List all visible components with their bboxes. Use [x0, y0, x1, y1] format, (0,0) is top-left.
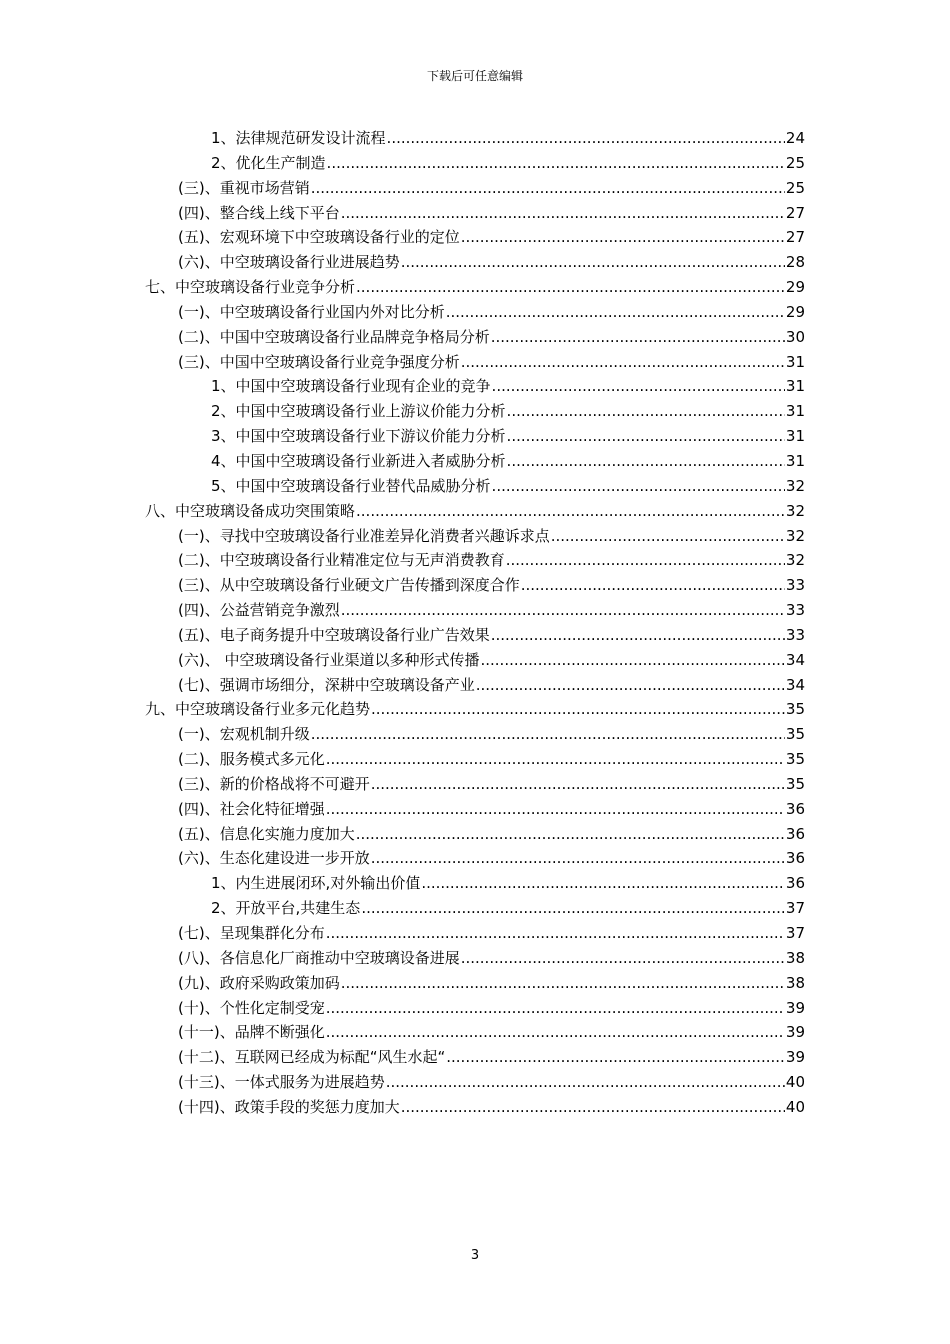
- toc-entry-page: 36: [785, 799, 805, 818]
- toc-entry[interactable]: [145, 598, 805, 623]
- toc-entry-label: (七)、呈现集群化分布: [178, 924, 325, 942]
- toc-entry-label: (十四)、政策手段的奖惩力度加大: [178, 1097, 400, 1116]
- toc-entry-label: (十三)、一体式服务为进展趋势: [178, 1073, 385, 1092]
- toc-entry-page: 33: [785, 601, 805, 620]
- toc-entry-label: (三)、重视市场营销: [178, 178, 310, 197]
- toc-entry[interactable]: [145, 1045, 805, 1070]
- toc-entry-page: 31: [785, 377, 805, 396]
- toc-dot-leader: [341, 201, 785, 225]
- table-of-contents: [145, 126, 805, 1120]
- toc-dot-leader: [507, 424, 785, 448]
- toc-entry[interactable]: [145, 225, 805, 250]
- toc-entry-label: (二)、服务模式多元化: [178, 750, 325, 769]
- toc-entry-label: (六)、生态化建设进一步开放: [178, 849, 370, 868]
- toc-entry[interactable]: [145, 697, 805, 722]
- toc-entry[interactable]: [145, 399, 805, 424]
- toc-entry[interactable]: [145, 722, 805, 747]
- toc-entry[interactable]: [145, 1020, 805, 1045]
- toc-entry-page: 35: [785, 700, 805, 719]
- toc-entry[interactable]: [145, 797, 805, 822]
- toc-entry[interactable]: [145, 275, 805, 300]
- toc-dot-leader: [356, 822, 785, 846]
- toc-dot-leader: [341, 971, 785, 995]
- toc-entry-page: 30: [785, 327, 805, 346]
- toc-dot-leader: [311, 176, 785, 200]
- toc-dot-leader: [361, 896, 785, 920]
- toc-dot-leader: [491, 325, 785, 349]
- toc-entry-page: 39: [785, 998, 805, 1017]
- toc-entry-page: 37: [785, 899, 805, 918]
- toc-dot-leader: [341, 598, 785, 622]
- toc-entry[interactable]: [145, 996, 805, 1021]
- toc-entry-page: 40: [785, 1073, 805, 1092]
- toc-entry-page: 31: [785, 352, 805, 371]
- toc-entry-label: (三)、中国中空玻璃设备行业竞争强度分析: [178, 352, 460, 371]
- toc-entry-page: 34: [785, 675, 805, 694]
- toc-entry-label: (五)、宏观环境下中空玻璃设备行业的定位: [178, 228, 460, 247]
- toc-dot-leader: [480, 648, 784, 672]
- toc-entry-page: 32: [785, 476, 805, 495]
- toc-entry-page: 36: [785, 849, 805, 868]
- toc-entry[interactable]: [145, 176, 805, 201]
- toc-entry-page: 31: [785, 451, 805, 470]
- toc-entry[interactable]: [145, 424, 805, 449]
- toc-dot-leader: [492, 474, 785, 498]
- toc-entry-page: 27: [785, 203, 805, 222]
- toc-entry-page: 31: [785, 402, 805, 421]
- toc-dot-leader: [326, 1020, 785, 1044]
- toc-dot-leader: [371, 772, 785, 796]
- toc-entry-page: 27: [785, 228, 805, 247]
- toc-entry[interactable]: [145, 374, 805, 399]
- toc-dot-leader: [507, 449, 785, 473]
- toc-dot-leader: [386, 1070, 785, 1094]
- toc-entry-label: (七)、强调市场细分，深耕中空玻璃设备产业: [178, 675, 475, 694]
- toc-entry-page: 39: [785, 1048, 805, 1067]
- toc-entry-label: (六)、中空玻璃设备行业进展趋势: [178, 253, 400, 272]
- toc-dot-leader: [551, 524, 785, 548]
- toc-entry-label: (一)、寻找中空玻璃设备行业准差异化消费者兴趣诉求点: [178, 526, 550, 545]
- toc-entry-label: 七、中空玻璃设备行业竞争分析: [145, 278, 356, 297]
- toc-entry-label: (一)、宏观机制升级: [178, 725, 310, 744]
- toc-entry-page: 35: [785, 750, 805, 769]
- toc-entry[interactable]: [145, 1070, 805, 1095]
- toc-dot-leader: [401, 1095, 785, 1119]
- toc-entry-label: 2、优化生产制造: [211, 153, 326, 172]
- toc-entry[interactable]: [145, 524, 805, 549]
- toc-dot-leader: [476, 673, 785, 697]
- toc-dot-leader: [356, 275, 785, 299]
- toc-entry-label: (四)、整合线上线下平台: [178, 203, 340, 222]
- toc-dot-leader: [326, 797, 785, 821]
- toc-entry-label: 4、中国中空玻璃设备行业新进入者威胁分析: [211, 451, 506, 470]
- toc-entry-label: 九、中空玻璃设备行业多元化趋势: [145, 700, 371, 719]
- toc-entry-page: 36: [785, 874, 805, 893]
- toc-dot-leader: [491, 623, 785, 647]
- toc-entry[interactable]: [145, 772, 805, 797]
- toc-dot-leader: [326, 921, 785, 945]
- toc-entry[interactable]: [145, 325, 805, 350]
- toc-entry-page: 25: [785, 178, 805, 197]
- toc-entry[interactable]: [145, 871, 805, 896]
- toc-dot-leader: [311, 722, 785, 746]
- toc-entry-label: (二)、中空玻璃设备行业精准定位与无声消费教育: [178, 551, 505, 570]
- toc-entry-label: (十二)、互联网已经成为标配“风生水起“: [178, 1048, 446, 1067]
- toc-entry-page: 35: [785, 774, 805, 793]
- toc-entry[interactable]: [145, 126, 805, 151]
- toc-entry[interactable]: [145, 300, 805, 325]
- toc-entry[interactable]: [145, 201, 805, 226]
- toc-dot-leader: [446, 1045, 785, 1069]
- toc-entry-page: 40: [785, 1097, 805, 1116]
- toc-dot-leader: [371, 697, 785, 721]
- toc-entry-label: 1、内生进展闭环,对外输出价值: [211, 874, 421, 893]
- toc-entry-page: 38: [785, 973, 805, 992]
- toc-dot-leader: [326, 996, 785, 1020]
- toc-entry[interactable]: [145, 151, 805, 176]
- toc-entry-label: (四)、社会化特征增强: [178, 799, 325, 818]
- toc-dot-leader: [461, 946, 785, 970]
- toc-entry[interactable]: [145, 350, 805, 375]
- toc-entry-page: 31: [785, 427, 805, 446]
- toc-entry[interactable]: [145, 822, 805, 847]
- toc-entry[interactable]: [145, 573, 805, 598]
- toc-entry-label: (十一)、品牌不断强化: [178, 1023, 325, 1042]
- toc-entry-label: (九)、政府采购政策加码: [178, 973, 340, 992]
- toc-entry-page: 28: [785, 253, 805, 272]
- toc-entry-label: (十)、个性化定制受宠: [178, 998, 325, 1017]
- toc-entry-label: (三)、新的价格战将不可避开: [178, 774, 370, 793]
- toc-entry-label: (一)、中空玻璃设备行业国内外对比分析: [178, 302, 445, 321]
- toc-entry[interactable]: [145, 623, 805, 648]
- toc-entry-page: 29: [785, 302, 805, 321]
- toc-entry-page: 38: [785, 948, 805, 967]
- toc-entry-label: (二)、中国中空玻璃设备行业品牌竞争格局分析: [178, 327, 490, 346]
- toc-entry-label: (四)、公益营销竞争激烈: [178, 601, 340, 620]
- toc-dot-leader: [461, 225, 785, 249]
- toc-entry[interactable]: [145, 921, 805, 946]
- toc-dot-leader: [461, 350, 785, 374]
- toc-entry-label: 2、中国中空玻璃设备行业上游议价能力分析: [211, 402, 506, 421]
- toc-dot-leader: [401, 250, 785, 274]
- toc-entry[interactable]: [145, 548, 805, 573]
- toc-entry-label: 1、中国中空玻璃设备行业现有企业的竞争: [211, 377, 491, 396]
- toc-entry-label: (五)、电子商务提升中空玻璃设备行业广告效果: [178, 625, 490, 644]
- toc-entry-label: 2、开放平台,共建生态: [211, 899, 361, 918]
- toc-entry[interactable]: [145, 673, 805, 698]
- toc-entry[interactable]: [145, 449, 805, 474]
- toc-entry[interactable]: [145, 250, 805, 275]
- toc-entry-page: 32: [785, 501, 805, 520]
- toc-entry-page: 32: [785, 551, 805, 570]
- toc-entry-label: (三)、从中空玻璃设备行业硬文广告传播到深度合作: [178, 576, 520, 595]
- toc-entry[interactable]: [145, 1095, 805, 1120]
- toc-entry-page: 35: [785, 725, 805, 744]
- toc-entry-label: (五)、信息化实施力度加大: [178, 824, 355, 843]
- toc-entry[interactable]: [145, 747, 805, 772]
- toc-dot-leader: [521, 573, 785, 597]
- toc-entry[interactable]: [145, 499, 805, 524]
- toc-dot-leader: [327, 151, 785, 175]
- page-header: 下载后可任意编辑: [426, 69, 523, 83]
- toc-entry-label: 八、中空玻璃设备成功突围策略: [145, 501, 356, 520]
- toc-dot-leader: [492, 374, 785, 398]
- toc-entry[interactable]: [145, 648, 805, 673]
- toc-entry[interactable]: [145, 896, 805, 921]
- toc-entry[interactable]: [145, 971, 805, 996]
- toc-dot-leader: [356, 499, 785, 523]
- toc-entry-label: (六)、 中空玻璃设备行业渠道以多种形式传播: [178, 650, 480, 669]
- toc-dot-leader: [326, 747, 785, 771]
- toc-entry-page: 25: [785, 153, 805, 172]
- toc-dot-leader: [506, 548, 785, 572]
- toc-dot-leader: [387, 126, 785, 150]
- toc-entry-page: 39: [785, 1023, 805, 1042]
- toc-entry-label: 1、法律规范研发设计流程: [211, 129, 386, 147]
- toc-entry-label: 3、中国中空玻璃设备行业下游议价能力分析: [211, 427, 506, 446]
- toc-entry-page: 32: [785, 526, 805, 545]
- toc-dot-leader: [421, 871, 785, 895]
- toc-entry-label: 5、中国中空玻璃设备行业替代品威胁分析: [211, 476, 491, 495]
- toc-entry-page: 37: [785, 924, 805, 942]
- toc-entry[interactable]: [145, 946, 805, 971]
- toc-dot-leader: [507, 399, 785, 423]
- toc-entry[interactable]: [145, 846, 805, 871]
- toc-entry[interactable]: [145, 474, 805, 499]
- toc-entry-label: (八)、各信息化厂商推动中空玻璃设备进展: [178, 948, 460, 967]
- page-number: 3: [470, 1248, 480, 1263]
- toc-entry-page: 29: [785, 278, 805, 297]
- toc-entry-page: 33: [785, 576, 805, 595]
- toc-entry-page: 33: [785, 625, 805, 644]
- toc-entry-page: 36: [785, 824, 805, 843]
- toc-entry-page: 24: [785, 129, 805, 147]
- toc-entry-page: 34: [785, 650, 805, 669]
- toc-dot-leader: [371, 846, 785, 870]
- toc-dot-leader: [446, 300, 785, 324]
